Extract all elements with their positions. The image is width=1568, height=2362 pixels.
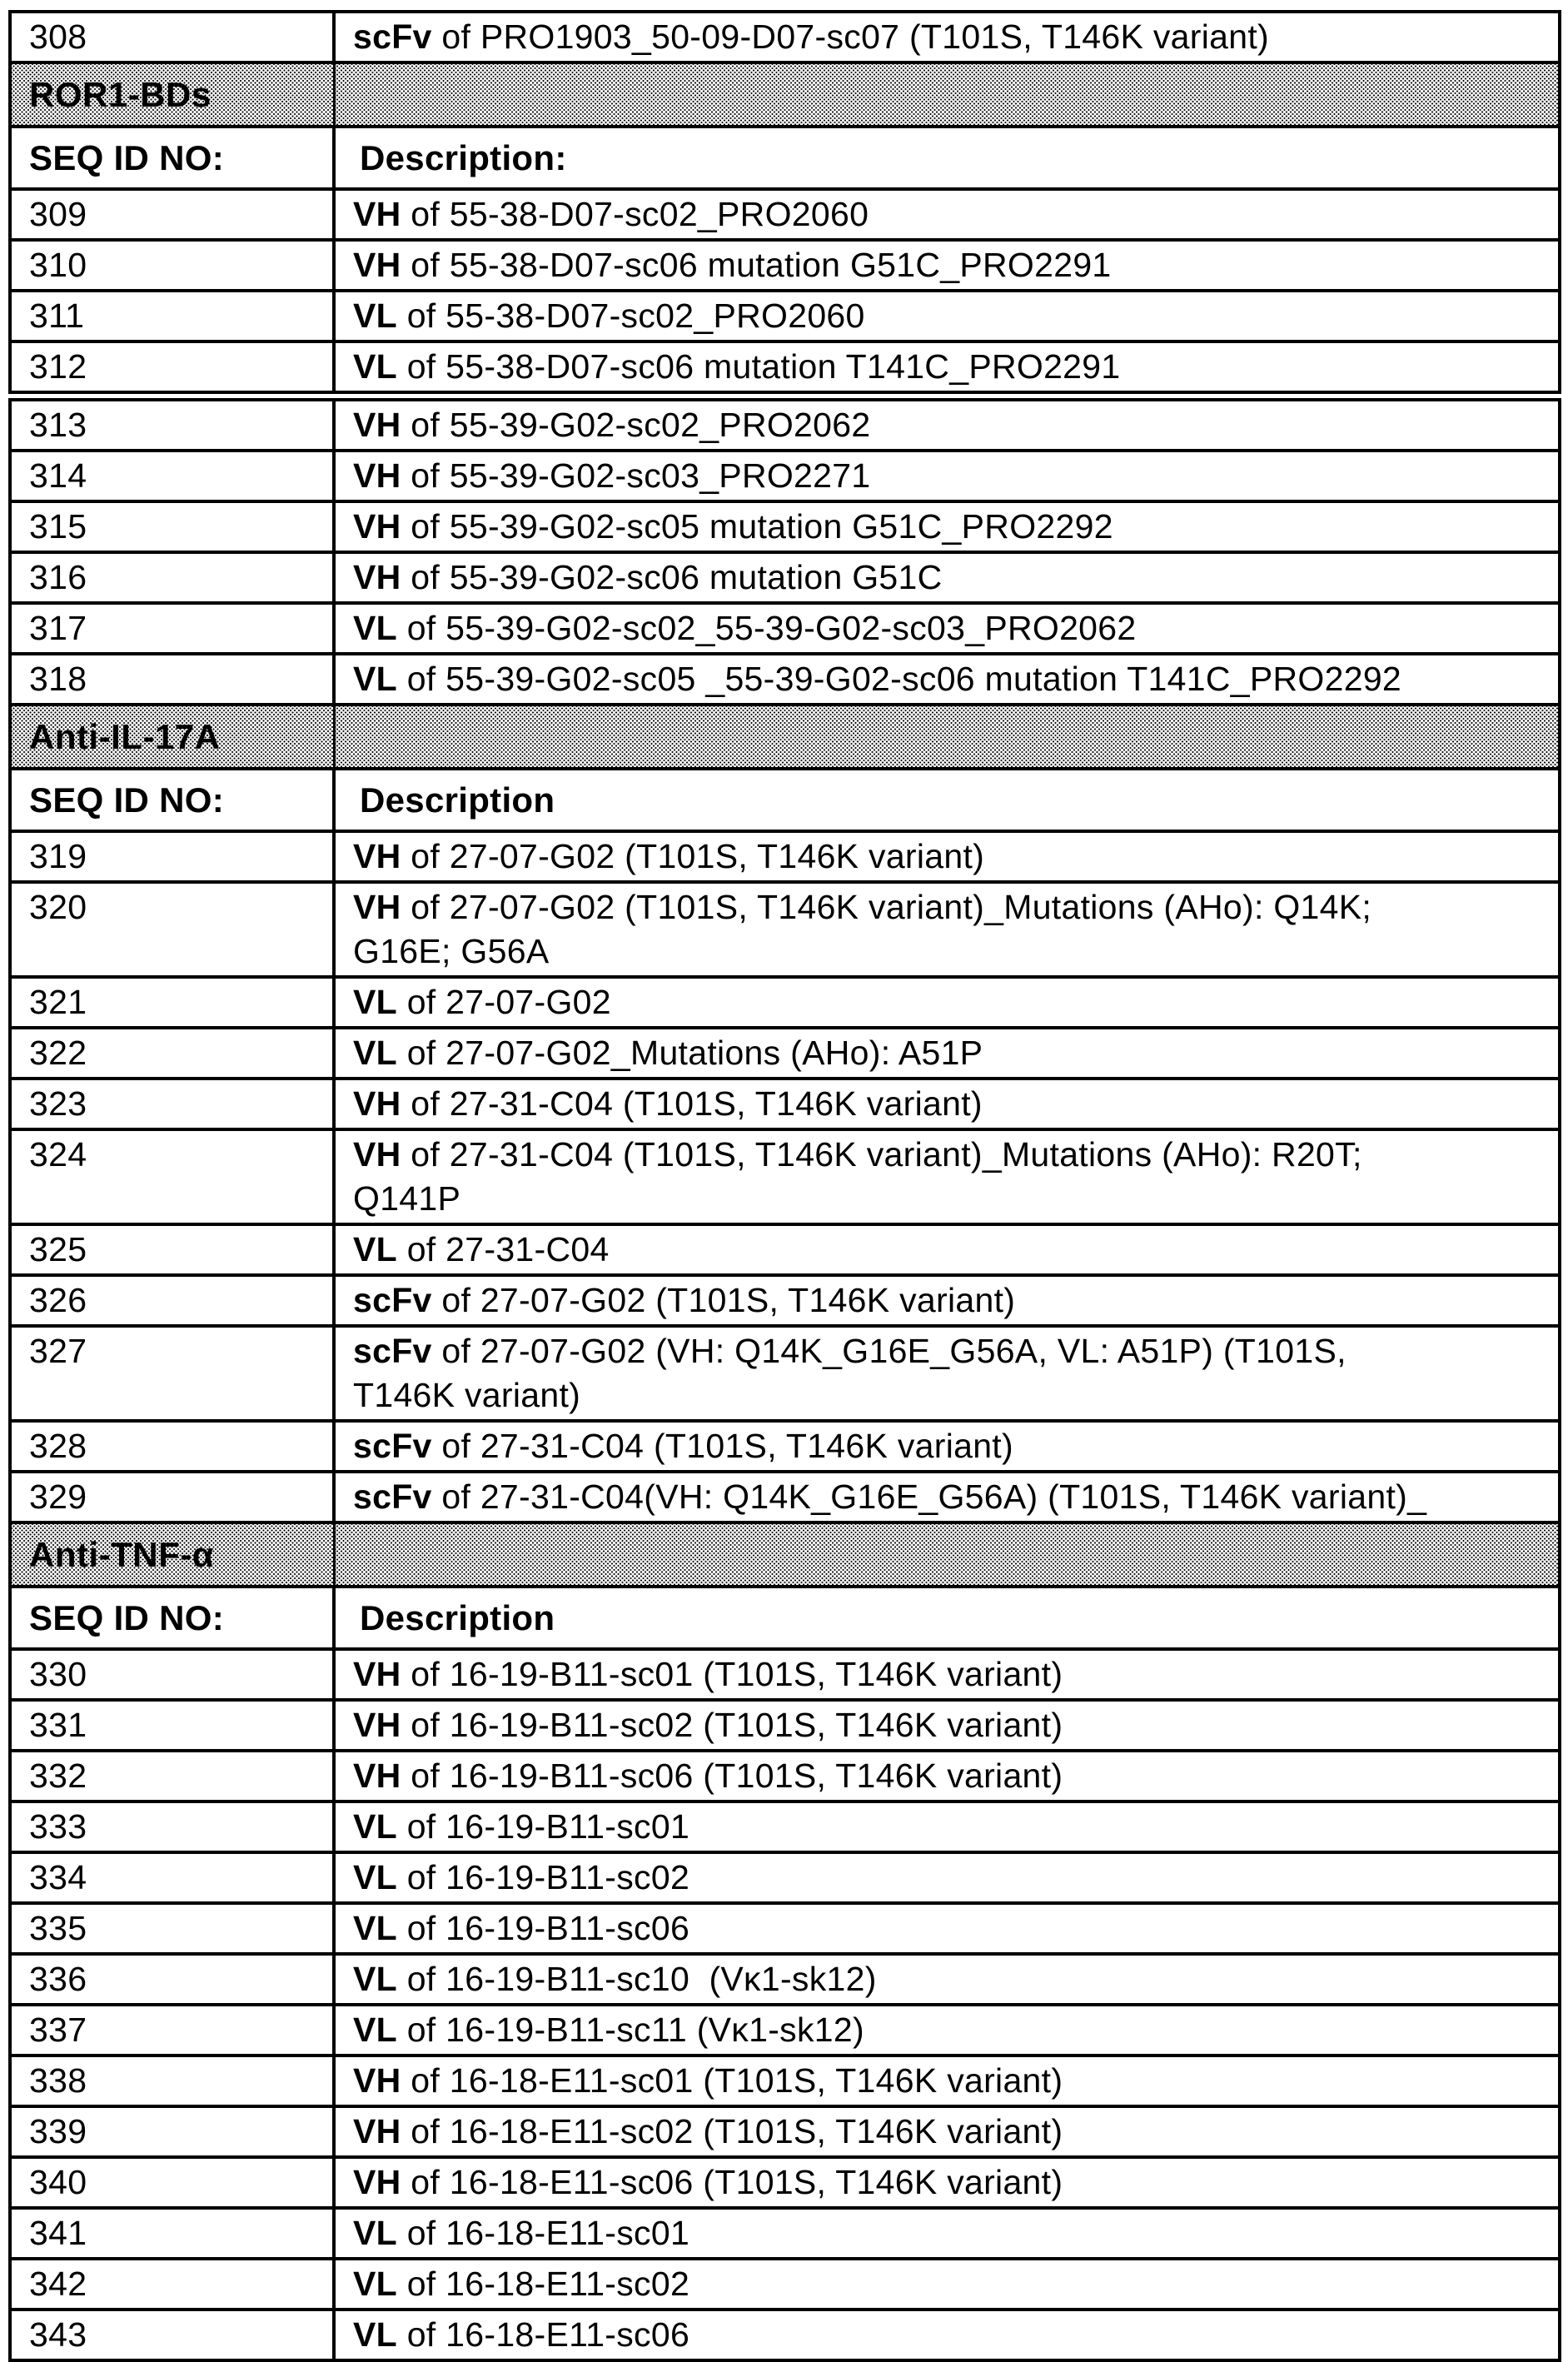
description-lead: VH	[353, 888, 401, 926]
description-lead: VL	[353, 609, 397, 647]
table-row	[10, 2259, 1560, 2310]
description-lead: VH	[353, 558, 401, 596]
description-lead: VH	[353, 1757, 401, 1795]
description-cell: VH of 16-19-B11-sc01 (T101S, T146K variant)	[334, 1649, 1560, 1700]
table-row	[10, 1326, 1560, 1421]
section-title-spacer	[334, 1522, 1560, 1587]
seq-id-cell: 342	[10, 2259, 334, 2310]
seq-id-cell: 322	[10, 1028, 334, 1079]
seq-id-cell: 336	[10, 1954, 334, 2005]
description-lead: VH	[353, 507, 401, 546]
table-row	[10, 1224, 1560, 1275]
description-lead: VL	[353, 1230, 397, 1268]
table-row	[10, 1903, 1560, 1954]
description-cell: VH of 16-19-B11-sc02 (T101S, T146K variant)	[334, 1700, 1560, 1751]
section-header-row	[10, 705, 1560, 769]
table-row	[10, 341, 1560, 396]
description-cell: VL of 55-38-D07-sc06 mutation T141C_PRO2291	[334, 341, 1560, 396]
seq-id-cell: 317	[10, 603, 334, 654]
description-column-header: Description	[334, 769, 1560, 831]
description-cell: scFv of 27-31-C04 (T101S, T146K variant)	[334, 1421, 1560, 1472]
description-lead: VL	[353, 1960, 397, 1998]
seq-id-cell: 319	[10, 831, 334, 882]
description-lead: VH	[353, 1655, 401, 1693]
table-row	[10, 240, 1560, 291]
description-lead: VL	[353, 660, 397, 698]
description-lead: VH	[353, 2061, 401, 2100]
description-cell: VH of 16-18-E11-sc02 (T101S, T146K variant)	[334, 2106, 1560, 2157]
seq-id-cell: 318	[10, 654, 334, 705]
table-row	[10, 831, 1560, 882]
seq-id-column-header: SEQ ID NO:	[10, 769, 334, 831]
section-title: ROR1-BDs	[10, 62, 334, 127]
table-row	[10, 2157, 1560, 2208]
description-cell: VH of 55-39-G02-sc05 mutation G51C_PRO2292	[334, 501, 1560, 552]
description-lead: VL	[353, 2214, 397, 2252]
seq-id-cell: 312	[10, 341, 334, 396]
description-cell: VH of 16-18-E11-sc01 (T101S, T146K variant)	[334, 2056, 1560, 2106]
description-cell: VL of 16-18-E11-sc06	[334, 2310, 1560, 2360]
description-cell: VL of 27-07-G02_Mutations (AHo): A51P	[334, 1028, 1560, 1079]
description-cell: VL of 16-19-B11-sc11 (Vκ1-sk12)	[334, 2005, 1560, 2056]
column-header-row	[10, 769, 1560, 831]
description-lead: VL	[353, 1858, 397, 1896]
table-row	[10, 1421, 1560, 1472]
seq-id-cell: 326	[10, 1275, 334, 1326]
description-cell: VH of 55-39-G02-sc02_PRO2062	[334, 396, 1560, 451]
table-row	[10, 1129, 1560, 1224]
description-lead: VH	[353, 456, 401, 495]
description-cell: VL of 55-39-G02-sc05 _55-39-G02-sc06 mutation T141C_PRO2292	[334, 654, 1560, 705]
description-cell: scFv of 27-31-C04(VH: Q14K_G16E_G56A) (T101S, T146K variant)_	[334, 1472, 1560, 1522]
table-row	[10, 189, 1560, 240]
seq-id-cell: 323	[10, 1079, 334, 1129]
seq-id-column-header: SEQ ID NO:	[10, 1587, 334, 1649]
description-cell: VL of 55-39-G02-sc02_55-39-G02-sc03_PRO2062	[334, 603, 1560, 654]
table-row	[10, 451, 1560, 501]
description-lead: VH	[353, 195, 401, 233]
seq-id-cell: 338	[10, 2056, 334, 2106]
description-lead: scFv	[353, 1332, 432, 1370]
table-row	[10, 2208, 1560, 2259]
description-lead: VH	[353, 1084, 401, 1123]
table-row	[10, 1852, 1560, 1903]
description-lead: scFv	[353, 1281, 432, 1319]
section-header-row	[10, 1522, 1560, 1587]
table-row	[10, 1954, 1560, 2005]
description-lead: VH	[353, 246, 401, 284]
description-cell: VL of 27-31-C04	[334, 1224, 1560, 1275]
description-cell: VH of 27-07-G02 (T101S, T146K variant)_Mutations (AHo): Q14K; G16E; G56A	[334, 882, 1560, 977]
seq-id-cell: 329	[10, 1472, 334, 1522]
seq-id-cell: 310	[10, 240, 334, 291]
seq-id-cell: 320	[10, 882, 334, 977]
table-row	[10, 2310, 1560, 2360]
description-cell: VL of 16-19-B11-sc06	[334, 1903, 1560, 1954]
seq-id-cell: 328	[10, 1421, 334, 1472]
description-lead: VL	[353, 2265, 397, 2303]
description-cell: VH of 16-18-E11-sc06 (T101S, T146K variant)	[334, 2157, 1560, 2208]
section-title-spacer	[334, 62, 1560, 127]
description-cell: VH of 55-38-D07-sc02_PRO2060	[334, 189, 1560, 240]
table-row	[10, 1649, 1560, 1700]
seq-id-cell: 309	[10, 189, 334, 240]
table-row	[10, 552, 1560, 603]
description-lead: VH	[353, 1135, 401, 1174]
description-cell: VH of 16-19-B11-sc06 (T101S, T146K variant)	[334, 1751, 1560, 1801]
section-title: Anti-TNF-α	[10, 1522, 334, 1587]
seq-id-cell: 337	[10, 2005, 334, 2056]
description-column-header: Description:	[334, 127, 1560, 189]
description-cell: VL of 16-19-B11-sc02	[334, 1852, 1560, 1903]
section-title: Anti-IL-17A	[10, 705, 334, 769]
description-lead: VL	[353, 2011, 397, 2049]
seq-id-cell: 331	[10, 1700, 334, 1751]
description-cell: VL of 16-18-E11-sc02	[334, 2259, 1560, 2310]
seq-table-body	[10, 12, 1560, 2360]
table-row	[10, 501, 1560, 552]
seq-id-column-header: SEQ ID NO:	[10, 127, 334, 189]
table-row	[10, 12, 1560, 62]
table-row	[10, 654, 1560, 705]
seq-id-cell: 321	[10, 977, 334, 1028]
seq-id-cell: 314	[10, 451, 334, 501]
description-cell: scFv of PRO1903_50-09-D07-sc07 (T101S, T146K variant)	[334, 12, 1560, 62]
seq-id-cell: 343	[10, 2310, 334, 2360]
seq-id-cell: 335	[10, 1903, 334, 1954]
table-row	[10, 1028, 1560, 1079]
description-cell: VL of 55-38-D07-sc02_PRO2060	[334, 291, 1560, 341]
sequence-listing-table	[8, 10, 1561, 2362]
description-lead: scFv	[353, 17, 432, 56]
section-header-row	[10, 62, 1560, 127]
table-row	[10, 2106, 1560, 2157]
description-cell: VL of 16-19-B11-sc10 (Vκ1-sk12)	[334, 1954, 1560, 2005]
seq-id-cell: 327	[10, 1326, 334, 1421]
description-lead: VL	[353, 296, 397, 335]
description-cell: VH of 55-39-G02-sc06 mutation G51C	[334, 552, 1560, 603]
seq-id-cell: 339	[10, 2106, 334, 2157]
seq-id-cell: 330	[10, 1649, 334, 1700]
description-lead: VH	[353, 837, 401, 875]
description-lead: VH	[353, 406, 401, 444]
table-row	[10, 1700, 1560, 1751]
seq-id-cell: 332	[10, 1751, 334, 1801]
seq-id-cell: 316	[10, 552, 334, 603]
description-cell: VH of 27-31-C04 (T101S, T146K variant)	[334, 1079, 1560, 1129]
seq-id-cell: 324	[10, 1129, 334, 1224]
description-lead: VH	[353, 1706, 401, 1744]
description-lead: VH	[353, 2163, 401, 2201]
description-lead: VL	[353, 1909, 397, 1947]
description-cell: VL of 16-19-B11-sc01	[334, 1801, 1560, 1852]
description-lead: VL	[353, 2315, 397, 2354]
table-row	[10, 2005, 1560, 2056]
seq-id-cell: 334	[10, 1852, 334, 1903]
table-row	[10, 1079, 1560, 1129]
description-lead: VL	[353, 347, 397, 386]
description-cell: VH of 55-39-G02-sc03_PRO2271	[334, 451, 1560, 501]
table-row	[10, 1751, 1560, 1801]
table-row	[10, 1801, 1560, 1852]
section-title-spacer	[334, 705, 1560, 769]
table-row	[10, 396, 1560, 451]
seq-id-cell: 340	[10, 2157, 334, 2208]
description-cell: scFv of 27-07-G02 (T101S, T146K variant)	[334, 1275, 1560, 1326]
description-lead: VL	[353, 1807, 397, 1846]
seq-id-cell: 325	[10, 1224, 334, 1275]
description-cell: VL of 27-07-G02	[334, 977, 1560, 1028]
description-column-header: Description	[334, 1587, 1560, 1649]
description-cell: VH of 27-07-G02 (T101S, T146K variant)	[334, 831, 1560, 882]
description-lead: VH	[353, 2112, 401, 2150]
seq-id-cell: 313	[10, 396, 334, 451]
table-row	[10, 1275, 1560, 1326]
description-lead: VL	[353, 1034, 397, 1072]
description-cell: VL of 16-18-E11-sc01	[334, 2208, 1560, 2259]
description-lead: scFv	[353, 1427, 432, 1465]
description-lead: VL	[353, 983, 397, 1021]
description-cell: VH of 55-38-D07-sc06 mutation G51C_PRO2291	[334, 240, 1560, 291]
seq-id-cell: 315	[10, 501, 334, 552]
description-lead: scFv	[353, 1477, 432, 1516]
table-row	[10, 1472, 1560, 1522]
seq-id-cell: 333	[10, 1801, 334, 1852]
table-row	[10, 291, 1560, 341]
table-row	[10, 2056, 1560, 2106]
column-header-row	[10, 1587, 1560, 1649]
description-cell: VH of 27-31-C04 (T101S, T146K variant)_Mutations (AHo): R20T; Q141P	[334, 1129, 1560, 1224]
table-row	[10, 882, 1560, 977]
column-header-row	[10, 127, 1560, 189]
seq-id-cell: 311	[10, 291, 334, 341]
seq-id-cell: 308	[10, 12, 334, 62]
table-row	[10, 603, 1560, 654]
seq-id-cell: 341	[10, 2208, 334, 2259]
description-cell: scFv of 27-07-G02 (VH: Q14K_G16E_G56A, VL: A51P) (T101S, T146K variant)	[334, 1326, 1560, 1421]
table-row	[10, 977, 1560, 1028]
